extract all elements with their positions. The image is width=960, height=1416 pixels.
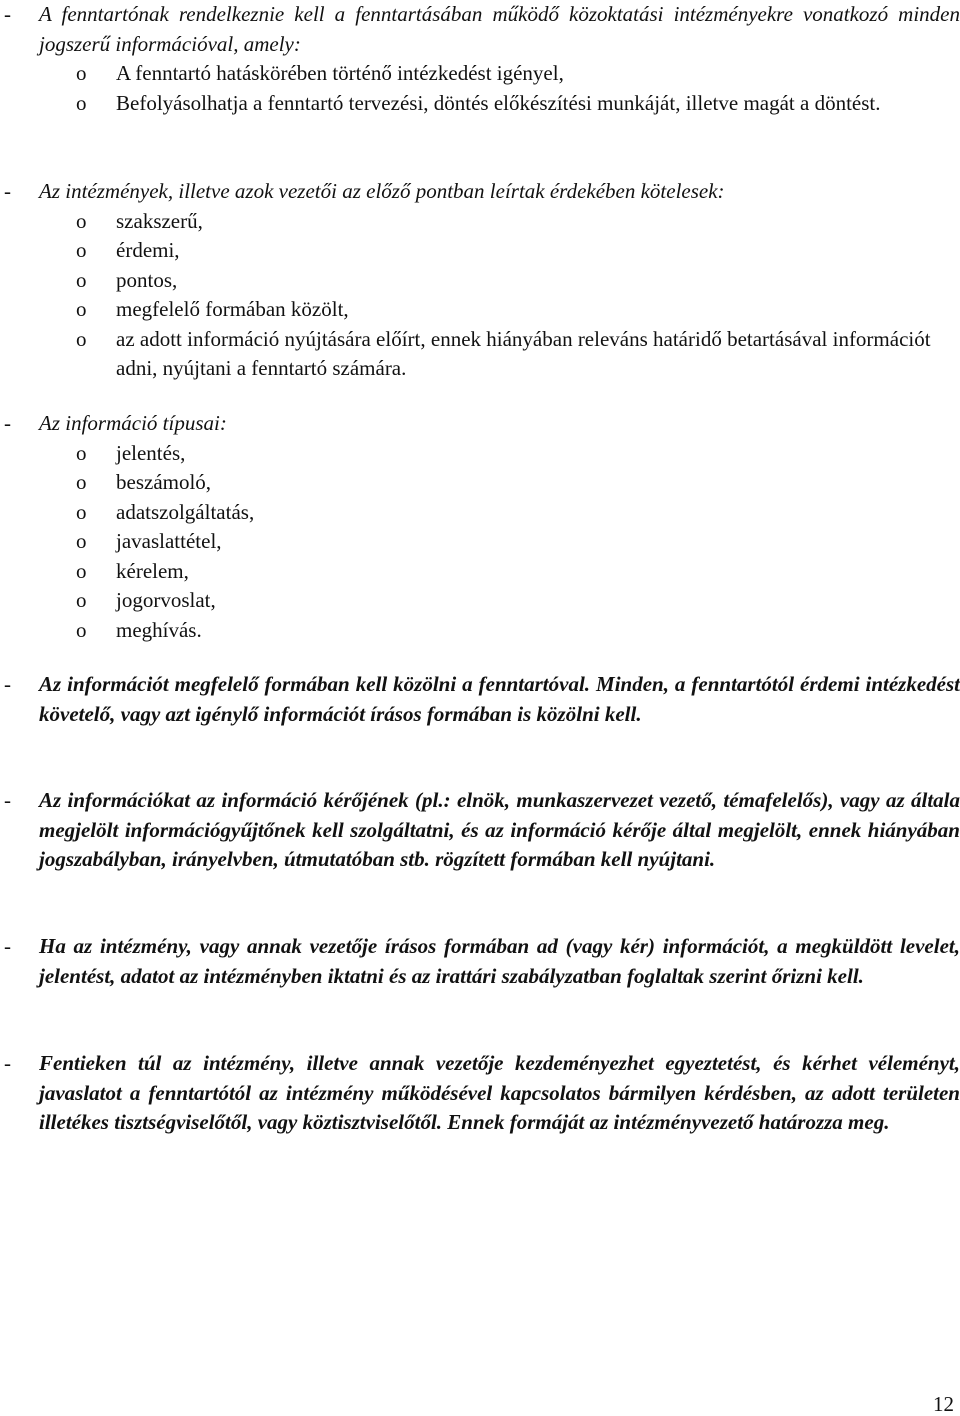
list-item — [0, 557, 960, 587]
section-kozles-formaja — [0, 670, 960, 729]
list-item — [0, 266, 960, 296]
bullet-marker: o — [76, 61, 87, 85]
bullet-marker: o — [76, 558, 87, 583]
section-paragraph: Fentieken túl az intézmény, illetve annak vezetője kezdeményezhet egyeztetést, és kérhet véleményt, javaslatot a fenntartótól az intézmény működésével kapcsolatos bármilyen kérdésben, az adott területen illetékes tisztségviselőtől, vagy köztisztviselőtől. Ennek formáját az intézményvezető határozza meg. — [39, 1051, 960, 1134]
list-item — [0, 89, 960, 119]
section-iktatas — [0, 932, 960, 991]
bullet-marker: o — [76, 588, 87, 612]
bullet-marker: o — [76, 529, 87, 553]
dash-marker: - — [4, 672, 11, 696]
dash-marker: - — [4, 179, 11, 203]
list-item — [0, 207, 960, 237]
list-item-text: javaslattétel, — [116, 529, 222, 553]
list-item-text: meghívás. — [116, 617, 202, 642]
list-item — [0, 616, 960, 646]
list-item-text: adatszolgáltatás, — [116, 499, 255, 524]
list-item — [0, 236, 960, 266]
section-lead: Az információ típusai: — [39, 411, 227, 435]
dash-marker: - — [4, 788, 11, 812]
list-item-text: pontos, — [116, 267, 178, 292]
list-item-text: jogorvoslat, — [116, 588, 216, 612]
list-item — [0, 439, 960, 469]
bullet-marker: o — [76, 297, 87, 321]
section-paragraph: Az információt megfelelő formában kell közölni a fenntartóval. Minden, a fenntartótól érdemi intézkedést követelő, vagy azt igénylő információt írásos formában is közölni kell. — [39, 672, 960, 726]
bullet-marker: o — [76, 617, 87, 642]
dash-marker: - — [4, 1051, 11, 1075]
list-item — [0, 498, 960, 528]
list-item-text: megfelelő formában közölt, — [116, 297, 349, 321]
section-lead: Az intézmények, illetve azok vezetői az előző pontban leírtak érdekében kötelesek: — [39, 179, 725, 203]
page-number: 12 — [933, 1392, 954, 1416]
list-item-text: az adott információ nyújtására előírt, ennek hiányában releváns határidő betartásával információt adni, nyújtani a fenntartó számára. — [116, 326, 931, 380]
section-kotelessegek — [0, 177, 960, 384]
bullet-marker: o — [76, 470, 87, 494]
bullet-marker: o — [76, 208, 87, 233]
bullet-marker: o — [76, 440, 87, 465]
section-fenntarto-informacio — [0, 0, 960, 118]
list-item — [0, 468, 960, 498]
section-egyeztetes — [0, 1049, 960, 1138]
section-informacio-tipusai — [0, 409, 960, 645]
section-szolgaltatas — [0, 786, 960, 875]
bullet-marker: o — [76, 90, 87, 115]
section-lead: A fenntartónak rendelkeznie kell a fenntartásában működő közoktatási intézményekre vonatkozó minden jogszerű információval, amely: — [39, 2, 960, 56]
list-item — [0, 325, 960, 384]
dash-marker: - — [4, 934, 11, 958]
list-item-text: jelentés, — [116, 440, 186, 465]
section-paragraph: Az információkat az információ kérőjének (pl.: elnök, munkaszervezet vezető, témafelelős), vagy az általa megjelölt információgyűjtőnek kell szolgáltatni, és az információ kérője által megjelölt, ennek hiányában jogszabályban, irányelvben, útmutatóban stb. rögzített formában kell nyújtani. — [39, 788, 960, 871]
section-paragraph: Ha az intézmény, vagy annak vezetője írásos formában ad (vagy kér) információt, a megküldött levelet, jelentést, adatot az intézményben iktatni és az irattári szabályzatban foglaltak szerint őrizni kell. — [39, 934, 960, 988]
list-item-text: kérelem, — [116, 558, 189, 583]
list-item — [0, 527, 960, 557]
dash-marker: - — [4, 2, 11, 26]
bullet-marker: o — [76, 267, 87, 292]
list-item-text: szakszerű, — [116, 208, 203, 233]
dash-marker: - — [4, 411, 11, 435]
bullet-marker: o — [76, 238, 87, 262]
bullet-marker: o — [76, 499, 87, 524]
list-item — [0, 586, 960, 616]
list-item-text: beszámoló, — [116, 470, 212, 494]
list-item — [0, 295, 960, 325]
list-item-text: Befolyásolhatja a fenntartó tervezési, döntés előkészítési munkáját, illetve magát a döntést. — [116, 90, 881, 115]
list-item — [0, 59, 960, 89]
bullet-marker: o — [76, 326, 87, 351]
list-item-text: A fenntartó hatáskörében történő intézkedést igényel, — [116, 61, 564, 85]
list-item-text: érdemi, — [116, 238, 180, 262]
